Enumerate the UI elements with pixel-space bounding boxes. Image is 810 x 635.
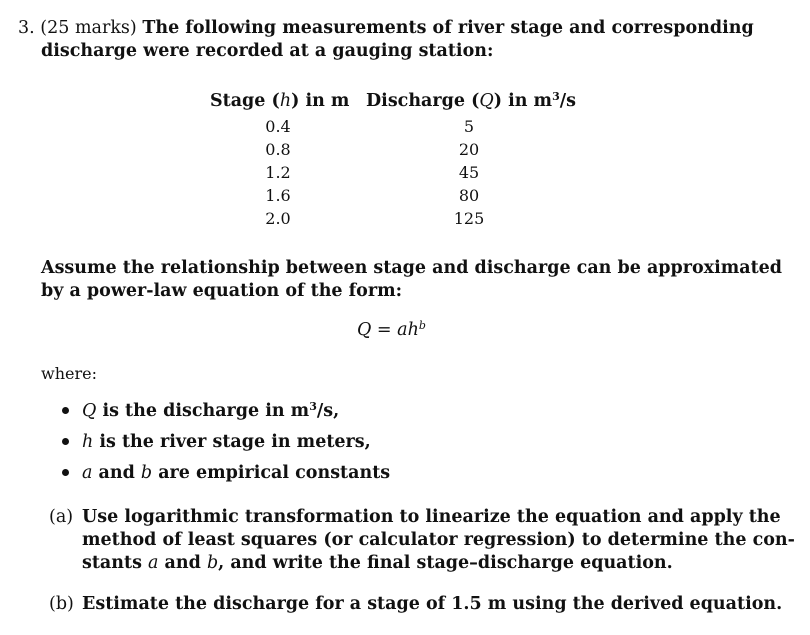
part-a-line2-row	[82, 529, 795, 551]
question-intro-line2: discharge were recorded at a gauging station:	[41, 41, 494, 61]
assume-line2-row	[41, 280, 402, 302]
table-cell-stage: 0.4	[265, 117, 291, 136]
where-label: where:	[41, 364, 97, 383]
part-a-line1-row	[82, 506, 781, 528]
bullet-item-stage: h is the river stage in meters,	[82, 432, 371, 452]
part-b-line1: Estimate the discharge for a stage of 1.5 m using the derived equation.	[82, 594, 783, 614]
assume-line1: Assume the relationship between stage and discharge can be approximated	[41, 258, 783, 278]
table-cell-discharge: 20	[458, 140, 480, 159]
part-b-line1-row	[82, 593, 782, 615]
table-header-stage: Stage (h) in m	[210, 91, 350, 111]
bullet-dot	[62, 438, 69, 445]
table-cell-stage: 2.0	[265, 209, 291, 228]
question-number: 3.	[18, 18, 35, 38]
part-b-label: (b)	[49, 594, 74, 614]
part-a-label: (a)	[49, 507, 74, 527]
table-cell-discharge: 125	[453, 209, 485, 228]
question-intro-line1: The following measurements of river stage and corresponding	[142, 18, 754, 38]
assume-line2: by a power-law equation of the form:	[41, 281, 403, 301]
table-cell-discharge: 80	[458, 186, 480, 205]
bullet-dot	[62, 469, 69, 476]
part-a-line3-row: stants a and b, and write the final stage–discharge equation.	[82, 553, 673, 573]
table-header-discharge: Discharge (Q) in $m^3/s$	[366, 90, 576, 111]
bullet-item-constants: a and b are empirical constants	[82, 463, 391, 483]
assume-line1-row	[41, 257, 782, 279]
power-law-equation: $Q = ah^b$	[357, 319, 426, 340]
table-cell-discharge: 5	[463, 117, 475, 136]
table-cell-stage: 1.6	[265, 186, 291, 205]
part-a-line1: Use logarithmic transformation to linearize the equation and apply the	[82, 507, 781, 527]
question-header	[18, 17, 754, 39]
table-cell-stage: 0.8	[265, 140, 291, 159]
bullet-item-discharge: Q is the discharge in $m^3/s$,	[82, 400, 340, 421]
table-cell-stage: 1.2	[265, 163, 291, 182]
question-marks: (25 marks)	[40, 18, 137, 38]
question-intro-line2-row	[41, 40, 493, 62]
part-a-line2: method of least squares (or calculator regression) to determine the con-	[82, 530, 795, 550]
table-cell-discharge: 45	[458, 163, 480, 182]
bullet-dot	[62, 407, 69, 414]
